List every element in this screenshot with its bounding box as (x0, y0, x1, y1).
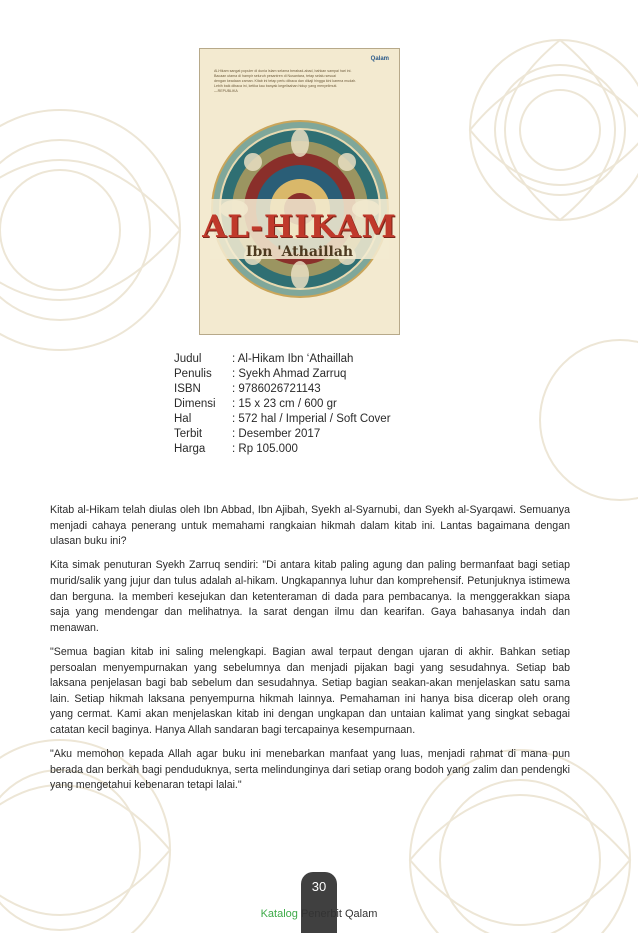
meta-row-pages (174, 412, 391, 427)
cover-subtitle: Ibn 'Athaillah (245, 244, 354, 260)
footer-label (0, 908, 638, 920)
page-number: 30 (311, 879, 327, 894)
paragraph: "Aku memohon kepada Allah agar buku ini menebarkan manfaat yang luas, menjadi rahmat di mana pun berada dan berkah bagi penduduknya, serta melindunginya dari setiap orang bodoh yang zalim dan pendengki yang mengetahui kebenaran tetapi lalai." (50, 748, 570, 792)
meta-row-dimensions (174, 397, 391, 412)
cover-blurb: Al-Hikam sangat populer di dunia Islam selama berabad-abad, bahkan sampai hari ini. Bacaan utama di hampir seluruh pesantren di Nusantara, tetap selalu sesuai dengan keadaan zaman. Kitab ini tetap perlu dibaca dan dikaji hingga kini karena mudah. Lebih baik dibaca ini, ketika kau banyak kegelisahan hidup yang menyelimuti. —REPUBLIKA (214, 69, 357, 93)
meta-row-price (174, 442, 391, 457)
paragraph: Kitab al-Hikam telah diulas oleh Ibn Abbad, Ibn Ajibah, Syekh al-Syarnubi, dan Syekh al-Syarqawi. Semuanya menjadi cahaya penerang untuk memahami rangkaian hikmah dalam kitab ini. Lantas bagaimana dengan ulasan buku ini? (50, 504, 570, 548)
meta-row-title (174, 352, 391, 367)
meta-value: : Syekh Ahmad Zarruq (232, 368, 347, 380)
page-tab-base (301, 920, 337, 933)
meta-value: : 572 hal / Imperial / Soft Cover (232, 413, 391, 425)
meta-key: Judul (174, 353, 202, 365)
meta-value: : 15 x 23 cm / 600 gr (232, 398, 337, 410)
meta-value: : Desember 2017 (232, 428, 321, 440)
footer-label-publisher: Penerbit Qalam (300, 908, 378, 920)
footer-label-catalog: Katalog (260, 908, 298, 920)
meta-value: : Al-Hikam Ibn ‘Athaillah (232, 353, 354, 365)
cover-title: AL-HIKAM (202, 209, 397, 245)
meta-row-published (174, 427, 391, 442)
book-metadata (174, 352, 391, 457)
meta-key: Penulis (174, 368, 212, 380)
book-description (50, 503, 570, 802)
paragraph: Kita simak penuturan Syekh Zarruq sendiri: "Di antara kitab paling agung dan paling bermanfaat bagi setiap murid/salik yang jujur dan tulus adalah al-hikam. Ungkapannya luhur dan komprehensif. Petunjuknya istimewa dan berguna. Ia memberi kesejukan dan ketenteraman di dada para pembacanya. Ia menggerakkan siapa saja yang mendengar dan melihatnya. Ia sarat dengan ilmu dan kearifan. Gaya bahasanya indah dan menawan. (50, 559, 570, 634)
meta-value: : 9786026721143 (232, 383, 321, 395)
meta-key: Dimensi (174, 398, 216, 410)
meta-row-isbn (174, 382, 391, 397)
publisher-logo: Qalam (370, 56, 389, 62)
meta-key: Hal (174, 413, 192, 425)
meta-value: : Rp 105.000 (232, 443, 298, 455)
meta-key: Terbit (174, 428, 203, 440)
meta-row-author (174, 367, 391, 382)
meta-key: ISBN (174, 383, 201, 395)
book-cover (199, 48, 400, 335)
paragraph: "Semua bagian kitab ini saling melengkapi. Bagian awal terpaut dengan ujaran di akhir. Bahkan setiap persoalan menyempurnakan yang sebelumnya dan menjadi pijakan bagi yang sesudahnya. Setiap bab laksana penjelasan bagi bab sebelum dan sesudahnya. Setiap bagian seakan-akan menjelaskan satu sama lain. Setiap hikmah laksana penyempurna hikmah lainnya. Pemahaman ini hanya bisa dicerap oleh orang yang cermat. Kami akan menjelaskan kitab ini dengan ungkapan dan untaian kalimat yang singkat sebagai catatan kecil baginya. Hanya Allah sandaran bagi tercapainya kesempurnaan. (50, 645, 570, 736)
meta-key: Harga (174, 443, 206, 455)
